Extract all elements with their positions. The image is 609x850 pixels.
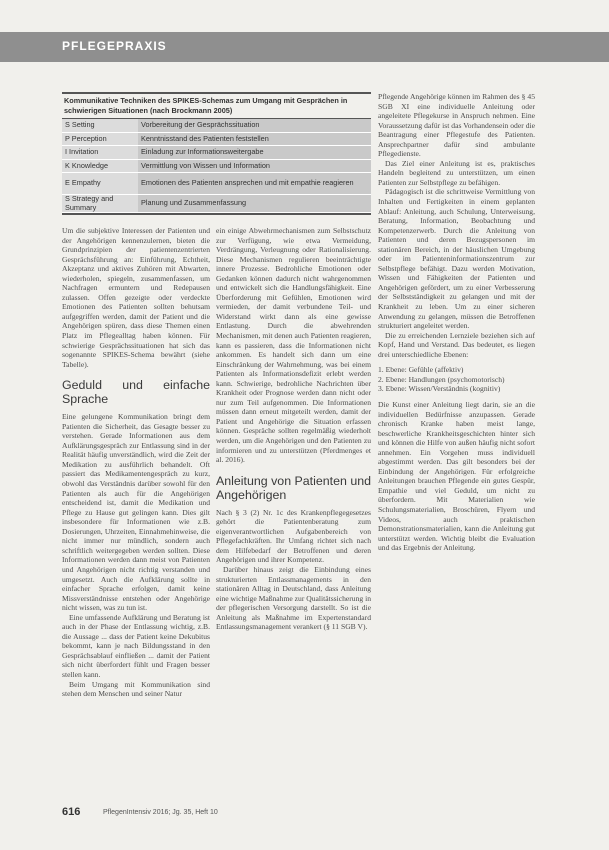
- table-cell-step: K Knowledge: [62, 159, 138, 173]
- page-number: 616: [62, 806, 81, 818]
- table-caption: Kommunikative Techniken des SPIKES-Schemas zum Umgang mit Gesprächen in schwierigen Situationen (nach Brockmann 2005): [62, 92, 371, 119]
- spikes-table: [62, 92, 371, 215]
- body-paragraph: Pädagogisch ist die schrittweise Vermittlung von Inhalten und Fertigkeiten in einem geplanten Ablauf: Anleitung, auch Schulung, Unterweisung, Beratung, Information, Beobachtung und Kompetenzerwerb. Durch die Anleitung von Patienten und deren Bezugspersonen im stationären Bereich, in der häuslichen Umgebung oder im Patienteninformationszentrum zur Selbstpflege befähigt. Dazu werden Motivation, Wissen und Fähigkeiten der Patienten und Angehörigen gefördert, um zu einer Verbesserung der Selbstständigkeit zu gelangen und mit der Krankheit zu leben. Um zu einer sicheren Anwendung zu gelangen, müssen die Betroffenen strukturiert angeleitet werden.: [378, 187, 535, 331]
- spikes-table-body: [62, 119, 371, 213]
- table-cell-step: P Perception: [62, 132, 138, 146]
- table-row: [62, 173, 371, 195]
- table-bottom-rule: [62, 213, 371, 215]
- body-paragraph: Darüber hinaus zeigt die Einbindung eines strukturierten Entlassmanagements in den stationären Alltag in Deutschland, dass Anleitung eine wichtige Maßnahme zur Qualitätssicherung in der pflegerischen Versorgung darstellt. So ist die Anleitung als Maßnahme im Expertenstandard Entlassungsmanagement verankert (§ 11 SGB V).: [216, 564, 371, 632]
- table-cell-description: Einladung zur Informationsweitergabe: [138, 146, 371, 160]
- body-paragraph: ein einige Abwehrmechanismen zum Selbstschutz zur Verfügung, wie etwa Vermeidung, Verdrängung, Verleugnung oder Rationalisierung. Diese Mechanismen regulieren beeinträchtigte innere Prozesse. Bedrohliche Emotionen oder Gedanken können dadurch nicht wahrgenommen und entwickelt sich die Handlungsfähigkeit. Eine Überforderung mit Gefühlen, Emotionen wird vermieden, der damit verbundene Teil- und Widerstand wirkt dann als eine gewisse Entlastung. Durch die abwehrenden Mechanismen, mit denen auch Patienten reagieren, kann es passieren, dass die Informationen nicht ankommen. Es handelt sich dann um eine Einschränkung der Wahrnehmung, was bei einem Patienten als Informationsdefizit erlebt werden kann. Schwierige, bedrohliche Nachrichten über Krankheit oder Prognose werden dann nicht oder nur zum Teil aufgenommen. Die Informationen müssen dann erneut mitgeteilt werden, damit der Patient und Angehörige die Situation erfassen können. Gespräche sollten regelmäßig wiederholt werden, um die Angehörigen und den Patienten zu informieren und zu unterstützen (Pferdmenges et al. 2016).: [216, 226, 371, 465]
- table-cell-description: Vorbereitung der Gesprächssituation: [138, 119, 371, 132]
- body-paragraph: Eine gelungene Kommunikation bringt dem Patienten die Sicherheit, das Gesagte besser zu verstehen. Gerade Informationen aus dem Aufklärungsgespräch zur Entlassung sind in der Realität häufig unverständlich, wird die Zeit der Medikation zu ausführlich behandelt. Oft passiert das Medikamentengespräch zu kurz, obwohl das Verständnis darüber sowohl für den Patienten als auch für die Angehörigen entscheidend ist, damit die Medikation und Pflege zu Hause gut gelingen kann. Dies gilt insbesondere für Informationen wie z.B. Dosierungen, Uhrzeiten, Einnahmehinweise, die nicht immer nur mündlich, sondern auch schriftlich weitergegeben werden sollten. Diese Informationen werden dann meist von Patienten und Angehörigen nicht richtig verstanden und umgesetzt. Auch die Aufklärung sollte in einfacher Sprache erfolgen, damit keine Missverständnisse entstehen oder Angehörige nicht wissen, was zu tun ist.: [62, 412, 210, 613]
- table-cell-step: S Strategy and Summary: [62, 195, 138, 213]
- body-paragraph: Das Ziel einer Anleitung ist es, praktisches Handeln begleitend zu unterstützen, um einen Patienten zur Selbstpflege zu befähigen.: [378, 158, 535, 187]
- section-title: PFLEGEPRAXIS: [62, 39, 167, 53]
- text-column-1: [62, 226, 210, 800]
- text-column-3: [378, 92, 535, 800]
- body-paragraph: Beim Umgang mit Kommunikation sind stehen dem Menschen und seiner Natur: [62, 679, 210, 699]
- learning-levels-list: [378, 365, 535, 394]
- table-cell-step: I Invitation: [62, 146, 138, 160]
- list-item: 3. Ebene: Wissen/Verständnis (kognitiv): [378, 384, 501, 394]
- body-paragraph: Pflegende Angehörige können im Rahmen des § 45 SGB XI eine individuelle Anleitung oder angeleitete Pflegekurse in Anspruch nehmen. Eine Voraussetzung dafür ist das Vorhandensein oder die Beantragung einer Pflegestufe des Patienten. Ansprechpartner dafür sind ambulante Pflegedienste.: [378, 92, 535, 159]
- section-heading: Anleitung von Patienten und Angehörigen: [216, 473, 371, 502]
- body-paragraph: Um die subjektive Interessen der Patienten und der Angehörigen kennenzulernen, bieten die Grundprinzipien der patientenzentrierten Gesprächsführung an: Einführung, Echtheit, Akzeptanz und aktives Zuhören mit Abwarten, wiederholen, spiegeln, zusammenfassen, um Nachfragen ermuntern und Redepausen zulassen. Offen gezeigte oder verdeckte Emotionen des Patienten sollten behutsam aufgegriffen werden, damit der Patient und die Angehörigen spüren, dass diese Themen einen Platz im Pflegealltag haben können. Für schwierige Gesprächssituationen hat sich das sogenannte SPIKES-Schema bewährt (siehe Tabelle).: [62, 226, 210, 369]
- table-row: [62, 146, 371, 160]
- table-cell-description: Emotionen des Patienten ansprechen und mit empathie reagieren: [138, 173, 371, 195]
- list-item: 1. Ebene: Gefühle (affektiv): [378, 365, 464, 375]
- section-heading: Geduld und einfache Sprache: [62, 378, 210, 407]
- list-item: 2. Ebene: Handlungen (psychomotorisch): [378, 374, 505, 384]
- body-paragraph: Die zu erreichenden Lernziele beziehen sich auf Kopf, Hand und Verstand. Das bedeutet, es liegen drei unterschiedliche Ebenen:: [378, 330, 535, 359]
- table-cell-description: Kenntnisstand des Patienten feststellen: [138, 132, 371, 146]
- table-row: [62, 119, 371, 132]
- table-cell-description: Planung und Zusammenfassung: [138, 195, 371, 213]
- table-cell-step: E Empathy: [62, 173, 138, 195]
- table-row: [62, 132, 371, 146]
- journal-citation: PflegenIntensiv 2016; Jg. 35, Heft 10: [103, 809, 218, 816]
- table-row: [62, 159, 371, 173]
- body-paragraph: Nach § 3 (2) Nr. 1c des Krankenpflegegesetzes gehört die Patientenberatung zum eigenverantwortlichen Aufgabenbereich von Pflegefachkräften. Ihr Umfang richtet sich nach dem Hilfebedarf der Betroffenen und deren Angehörigen und ihrer Kompetenz.: [216, 507, 371, 565]
- body-paragraph: Die Kunst einer Anleitung liegt darin, sie an die individuellen Bedürfnisse anzupassen. Gerade chronisch Kranke haben meist lange, beschwerliche Krankheitsgeschichten hinter sich und können die Hilfe von außen häufig nicht sofort annehmen. Ein Vorgehen muss individuell abgestimmt werden. Das gilt besonders bei der Einbindung der Angehörigen. Für erfolgreiche Anleitungen brauchen Pflegende ein gutes Gespür, Empathie und viel Geduld, um nicht zu überfordern. Mit Materialien wie Schulungsmaterialien, Broschüren, Flyern und Videos, auch praktischen Demonstrationsmaterialien, kann die Anleitung gut unterstützt werden. Wichtig bleibt die Evaluation und das Ergebnis der Anleitung.: [378, 399, 535, 553]
- table-cell-description: Vermittlung von Wissen und Information: [138, 159, 371, 173]
- body-paragraph: Eine umfassende Aufklärung und Beratung ist auch in der Phase der Entlassung wichtig, z.B. die Aussage ... dass der Patient keine Dekubitus bekommt, kann je nach Bildungsstand in den Gesprächsablauf einfließen ... damit der Patient sich nicht überfordert fühlt und Fragen besser stellen kann.: [62, 612, 210, 679]
- table-cell-step: S Setting: [62, 119, 138, 132]
- text-column-2: [216, 226, 371, 800]
- table-row: [62, 195, 371, 213]
